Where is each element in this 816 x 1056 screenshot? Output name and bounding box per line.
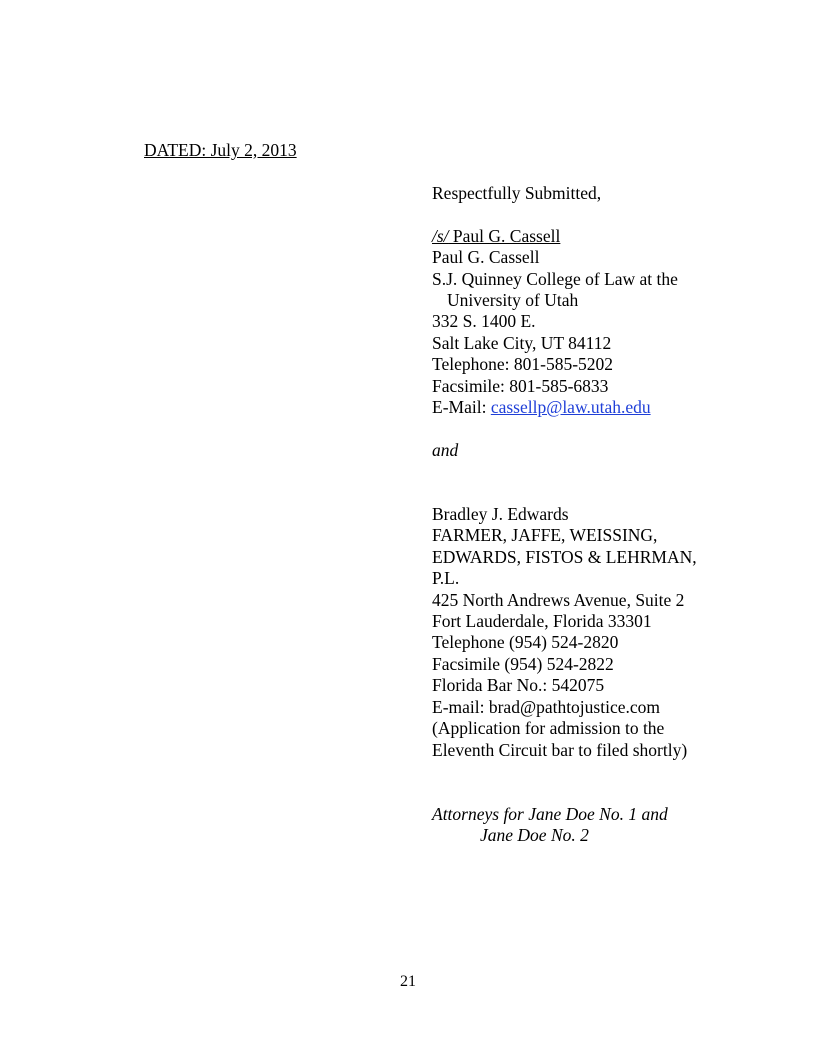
attorneys-for-line1: Attorneys for Jane Doe No. 1 and — [432, 803, 668, 824]
attorney1-org-line2: University of Utah — [447, 290, 579, 311]
spacer — [432, 761, 792, 804]
signature-block — [432, 183, 792, 847]
attorney1-email-link[interactable]: cassellp@law.utah.edu — [490, 397, 651, 418]
attorney1-city: Salt Lake City, UT 84112 — [432, 332, 612, 353]
electronic-signature — [432, 226, 792, 247]
attorney2-bar-number: Florida Bar No.: 542075 — [432, 675, 605, 696]
attorney2-firm-line2: EDWARDS, FISTOS & LEHRMAN, — [432, 546, 697, 567]
attorney2-street: 425 North Andrews Avenue, Suite 2 — [432, 589, 685, 610]
dated-line: DATED: July 2, 2013 — [144, 140, 297, 160]
page-number: 21 — [400, 973, 416, 990]
attorney2-telephone: Telephone (954) 524-2820 — [432, 632, 619, 653]
attorney2-city: Fort Lauderdale, Florida 33301 — [432, 611, 652, 632]
signature-prefix: /s/ — [432, 225, 449, 246]
attorney1-org-line1: S.J. Quinney College of Law at the — [432, 268, 678, 289]
closing: Respectfully Submitted, — [432, 183, 602, 203]
attorney1-name: Paul G. Cassell — [432, 247, 540, 268]
attorney2-name: Bradley J. Edwards — [432, 504, 569, 525]
attorney2-note-line2: Eleventh Circuit bar to filed shortly) — [432, 739, 688, 760]
attorney1-facsimile: Facsimile: 801-585-6833 — [432, 375, 609, 396]
attorney1-email-label: E-Mail: — [432, 397, 491, 418]
attorney1-telephone: Telephone: 801-585-5202 — [432, 354, 614, 375]
attorneys-for-line2: Jane Doe No. 2 — [480, 825, 589, 846]
attorney2-note-line1: (Application for admission to the — [432, 718, 665, 739]
attorney2-firm-line3: P.L. — [432, 568, 460, 589]
spacer — [432, 418, 792, 439]
attorney2-email: E-mail: brad@pathtojustice.com — [432, 696, 660, 717]
spacer — [432, 204, 792, 225]
attorney2-facsimile: Facsimile (954) 524-2822 — [432, 653, 614, 674]
spacer — [432, 461, 792, 504]
signature-name: Paul G. Cassell — [448, 225, 561, 246]
attorney2-firm-line1: FARMER, JAFFE, WEISSING, — [432, 525, 658, 546]
conjunction: and — [432, 439, 459, 460]
attorney1-email-line — [432, 397, 792, 418]
attorney1-street: 332 S. 1400 E. — [432, 311, 536, 332]
